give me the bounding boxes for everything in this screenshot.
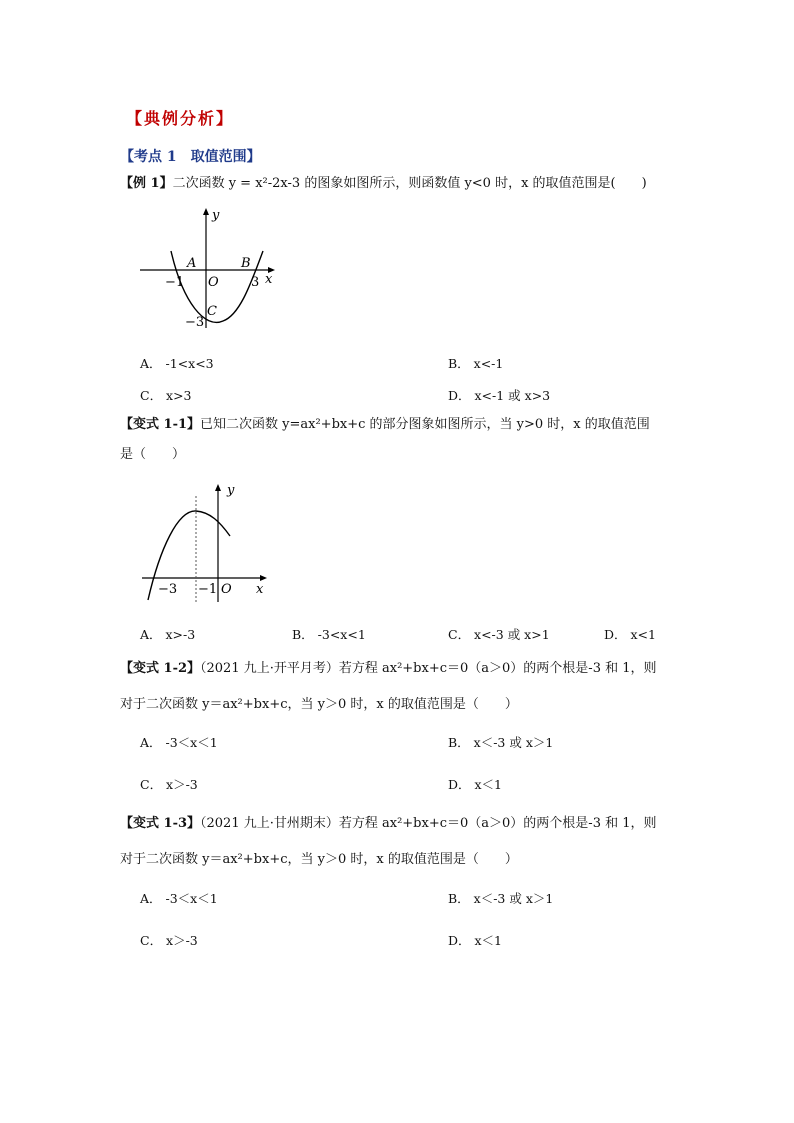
variant1-1-option-d[interactable]: D． x<1 bbox=[604, 627, 656, 642]
variant1-2-option-a[interactable]: A． -3＜x＜1 bbox=[140, 735, 218, 750]
tick-neg3: −3 bbox=[185, 315, 205, 330]
tick-3: 3 bbox=[251, 275, 260, 290]
y-axis-arrow bbox=[203, 208, 209, 215]
origin-label: O bbox=[208, 275, 219, 290]
x-label: x bbox=[256, 582, 264, 597]
example1-option-c[interactable]: C． x>3 bbox=[140, 388, 192, 403]
example1-graph bbox=[135, 203, 280, 333]
variant1-3-tag: 【变式 1-3】 bbox=[120, 816, 201, 831]
tick-neg1: −1 bbox=[198, 582, 218, 597]
example1-question bbox=[120, 175, 647, 193]
variant1-3-option-b[interactable]: B． x＜-3 或 x＞1 bbox=[448, 891, 554, 906]
example1-text: 二次函数 y = x²-2x-3 的图象如图所示，则函数值 y<0 时，x 的取值范围是( ) bbox=[172, 176, 647, 191]
variant1-1-text-line2: 是（ ） bbox=[120, 447, 186, 462]
variant1-2-tag: 【变式 1-2】 bbox=[120, 661, 201, 676]
tick-neg3: −3 bbox=[158, 582, 178, 597]
example1-option-d[interactable]: D． x<-1 或 x>3 bbox=[448, 388, 551, 403]
point-A-label: A bbox=[187, 256, 197, 271]
variant1-3-question-line1 bbox=[120, 815, 657, 833]
variant1-3-text-line1: （2021 九上·甘州期末）若方程 ax²+bx+c＝0（a＞0）的两个根是-3 和 1，则 bbox=[200, 816, 657, 831]
variant1-1-option-a[interactable]: A． x>-3 bbox=[140, 627, 196, 642]
variant1-3-option-a[interactable]: A． -3＜x＜1 bbox=[140, 891, 218, 906]
variant1-2-text-line2: 对于二次函数 y＝ax²+bx+c，当 y＞0 时，x 的取值范围是（ ） bbox=[120, 697, 518, 712]
variant1-3-option-c[interactable]: C． x＞-3 bbox=[140, 933, 198, 948]
point-B-label: B bbox=[241, 256, 251, 271]
x-label: x bbox=[265, 272, 273, 287]
point-C-label: C bbox=[207, 304, 217, 319]
example1-option-a[interactable]: A． -1<x<3 bbox=[140, 356, 214, 371]
variant1-2-option-d[interactable]: D． x＜1 bbox=[448, 777, 502, 792]
x-axis-arrow bbox=[260, 575, 267, 581]
variant1-2-text-line1: （2021 九上·开平月考）若方程 ax²+bx+c＝0（a＞0）的两个根是-3 和 1，则 bbox=[200, 661, 657, 676]
variant1-1-question-line1 bbox=[120, 416, 650, 434]
kaodian-title: 【考点 1 取值范围】 bbox=[120, 149, 261, 165]
y-label: y bbox=[227, 483, 235, 498]
variant1-1-tag: 【变式 1-1】 bbox=[120, 417, 201, 432]
origin-label: O bbox=[221, 582, 232, 597]
variant1-1-text-line1: 已知二次函数 y=ax²+bx+c 的部分图象如图所示，当 y>0 时，x 的取值范围 bbox=[200, 417, 650, 432]
tick-neg1: −1 bbox=[165, 275, 185, 290]
variant1-1-option-b[interactable]: B． -3<x<1 bbox=[292, 627, 366, 642]
variant1-1-graph bbox=[138, 478, 273, 608]
variant1-3-option-d[interactable]: D． x＜1 bbox=[448, 933, 502, 948]
variant1-2-option-c[interactable]: C． x＞-3 bbox=[140, 777, 198, 792]
variant1-1-option-c[interactable]: C． x<-3 或 x>1 bbox=[448, 627, 550, 642]
y-axis-arrow bbox=[215, 484, 221, 491]
variant1-2-question-line1 bbox=[120, 660, 657, 678]
example1-option-b[interactable]: B． x<-1 bbox=[448, 356, 504, 371]
variant1-2-option-b[interactable]: B． x＜-3 或 x＞1 bbox=[448, 735, 554, 750]
section-title: 【典例分析】 bbox=[126, 109, 235, 128]
variant1-3-text-line2: 对于二次函数 y＝ax²+bx+c，当 y＞0 时，x 的取值范围是（ ） bbox=[120, 852, 518, 867]
example1-tag: 【例 1】 bbox=[120, 176, 173, 191]
y-label: y bbox=[212, 208, 220, 223]
